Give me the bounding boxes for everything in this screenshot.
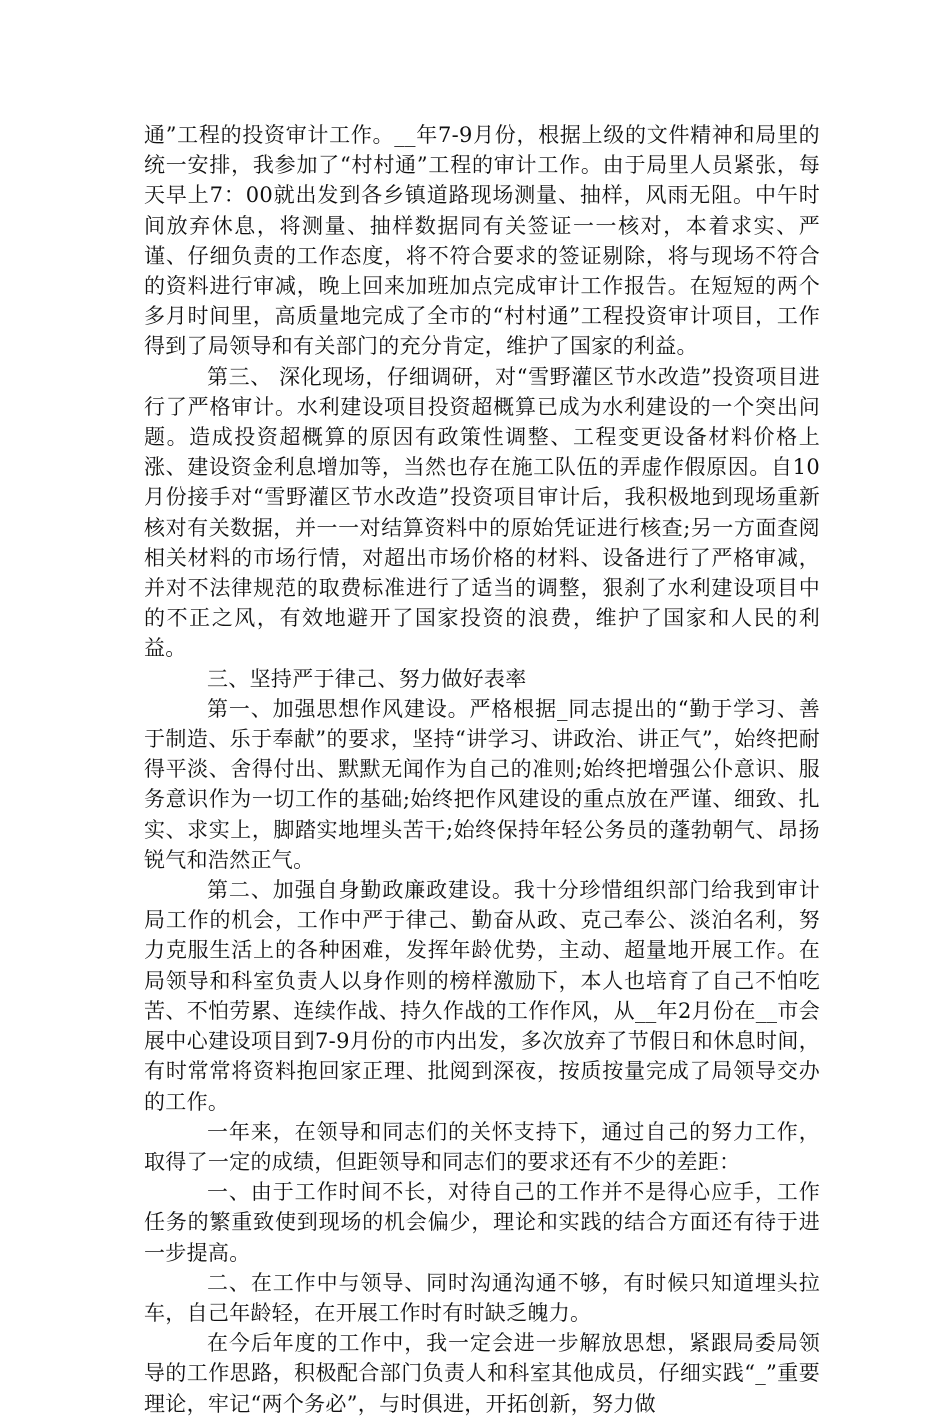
paragraph-shortcoming-one: 一、由于工作时间不长，对待自己的工作并不是得心应手，工作任务的繁重致使到现场的机会偏少，理论和实践的结合方面还有待于进一步提高。 <box>144 1180 820 1265</box>
paragraph-second-integrity: 第二、加强自身勤政廉政建设。我十分珍惜组织部门给我到审计局工作的机会，工作中严于律己、勤奋从政、克己奉公、淡泊名利，努力克服生活上的各种困难，发挥年龄优势，主动、超量地开展工作。在局领导和科室负责人以身作则的榜样激励下，本人也培育了自己不怕吃苦、不怕劳累、连续作战、持久作战的工作作风，从__年2月份在__市会展中心建设项目到7-9月份的市内出发，多次放弃了节假日和休息时间，有时常常将资料抱回家正理、批阅到深夜，按质按量完成了局领导交办的工作。 <box>144 878 820 1114</box>
paragraph-future-plan: 在今后年度的工作中，我一定会进一步解放思想，紧跟局委局领导的工作思路，积极配合部门负责人和科室其他成员，仔细实践“_”重要理论，牢记“两个务必”，与时俱进，开拓创新，努力做 <box>144 1331 820 1416</box>
section-heading-self-discipline: 三、坚持严于律己、努力做好表率 <box>207 666 527 691</box>
paragraph-shortcoming-two: 二、在工作中与领导、同时沟通沟通不够，有时候只知道埋头拉车，自己年龄轻，在开展工作时有时缺乏魄力。 <box>144 1270 820 1325</box>
paragraph-third-xueye-irrigation: 第三、 深化现场，仔细调研，对“雪野灌区节水改造”投资项目进行了严格审计。水利建设项目投资超概算已成为水利建设的一个突出问题。造成投资超概算的原因有政策性调整、工程变更设备材料价格上涨、建设资金利息增加等，当然也存在施工队伍的弄虚作假原因。自10月份接手对“雪野灌区节水改造”投资项目审计后，我积极地到现场重新核对有关数据，并一一对结算资料中的原始凭证进行核查;另一方面查阅相关材料的市场行情，对超出市场价格的材料、设备进行了严格审减，并对不法律规范的取费标准进行了适当的调整，狠刹了水利建设项目中的不正之风，有效地避开了国家投资的浪费，维护了国家和人民的利益。 <box>144 364 820 661</box>
paragraph-first-work-style: 第一、加强思想作风建设。严格根据_同志提出的“勤于学习、善于制造、乐于奉献”的要求，坚持“讲学习、讲政治、讲正气”，始终把耐得平淡、舍得付出、默默无闻作为自己的准则;始终把增强公仆意识、服务意识作为一切工作的基础;始终把作风建设的重点放在严谨、细致、扎实、求实上，脚踏实地埋头苦干;始终保持年轻公务员的蓬勃朝气、昂扬锐气和浩然正气。 <box>144 696 820 872</box>
document-body <box>144 120 820 1419</box>
paragraph-audit-village-roads: 通”工程的投资审计工作。__年7-9月份，根据上级的文件精神和局里的统一安排，我参加了“村村通”工程的审计工作。由于局里人员紧张，每天早上7：00就出发到各乡镇道路现场测量、抽样，风雨无阻。中午时间放弃休息，将测量、抽样数据同有关签证一一核对，本着求实、严谨、仔细负责的工作态度，将不符合要求的签证剔除，将与现场不符合的资料进行审减，晚上回来加班加点完成审计工作报告。在短短的两个多月时间里，高质量地完成了全市的“村村通”工程投资审计项目，工作得到了局领导和有关部门的充分肯定，维护了国家的利益。 <box>144 123 820 359</box>
paragraph-year-summary: 一年来，在领导和同志们的关怀支持下，通过自己的努力工作，取得了一定的成绩，但距领导和同志们的要求还有不少的差距： <box>144 1119 820 1174</box>
